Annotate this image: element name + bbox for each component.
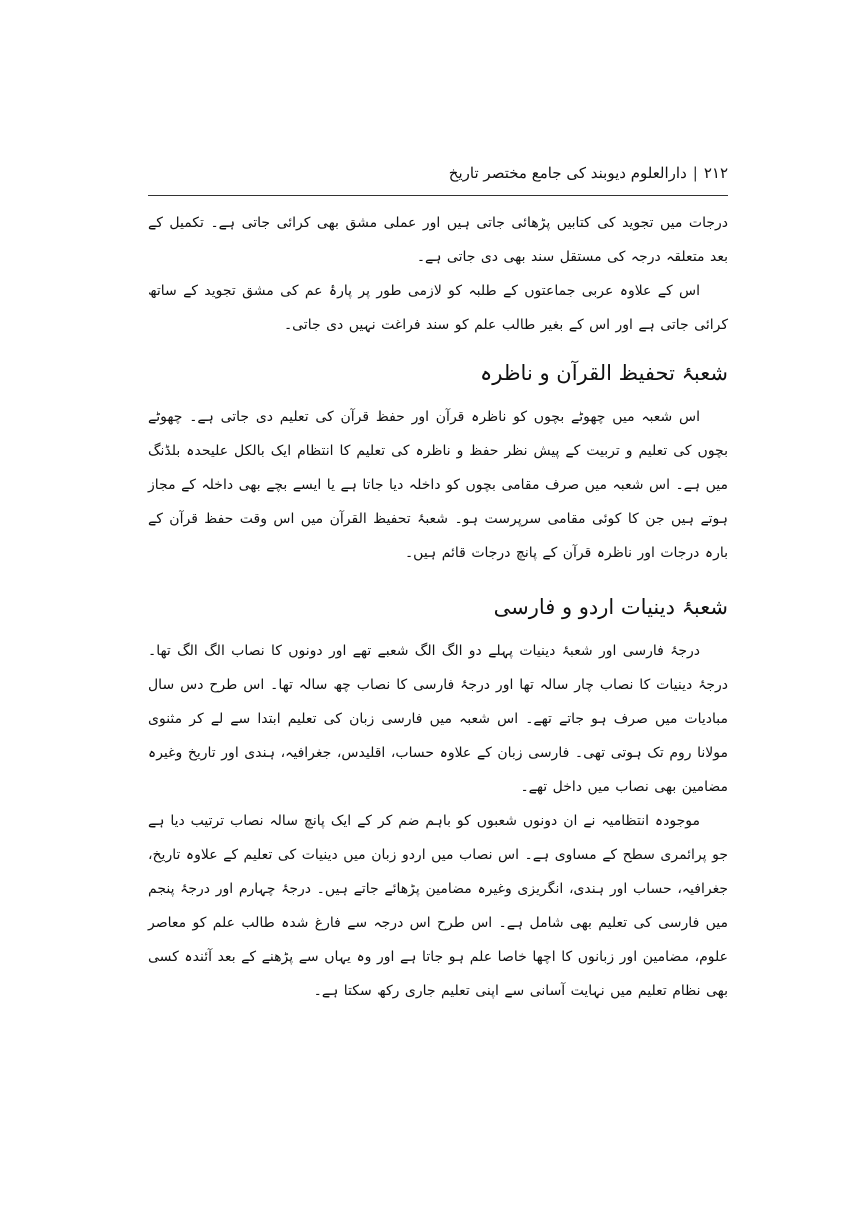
diniyat-paragraph-2: موجودہ انتظامیہ نے ان دونوں شعبوں کو باہم ضم کر کے ایک پانچ سالہ نصاب ترتیب دیا ہے جو پرائمری سطح کے مساوی ہے۔ اس نصاب میں اردو زبان میں دینیات کی تعلیم کے علاوہ تاریخ، جغرافیہ، حساب اور ہندی، انگریزی وغیرہ مضامین پڑھائے جاتے ہیں۔ درجۂ چہارم اور درجۂ پنجم میں فارسی کی تعلیم بھی شامل ہے۔ اس طرح اس درجہ سے فارغ شدہ طالب علم کو معاصر علوم، مضامین اور زبانوں کا اچھا خاصا علم ہو جاتا ہے اور وہ یہاں سے پڑھنے کے بعد آئندہ کسی بھی نظام تعلیم میں نہایت آسانی سے اپنی تعلیم جاری رکھ سکتا ہے۔ (148, 813, 728, 999)
book-title: دارالعلوم دیوبند کی جامع مختصر تاریخ (448, 164, 687, 182)
section-heading-diniyat: شعبۂ دینیات اردو و فارسی (493, 595, 728, 619)
diniyat-paragraph-1: درجۂ فارسی اور شعبۂ دینیات پہلے دو الگ الگ شعبے تھے اور دونوں کا نصاب الگ الگ تھا۔ درجۂ دینیات کا نصاب چار سالہ تھا اور درجۂ فارسی کا نصاب چھ سالہ تھا۔ اس طرح دس سال مبادیات میں صرف ہو جاتے تھے۔ اس شعبہ میں فارسی زبان کی تعلیم ابتدا سے لے کر مثنوی مولانا روم تک ہوتی تھی۔ فارسی زبان کے علاوہ حساب، اقلیدس، جغرافیہ، ہندی اور تاریخ وغیرہ مضامین بھی نصاب میں داخل تھے۔ (148, 643, 728, 795)
section-heading-hifz: شعبۂ تحفیظ القرآن و ناظرہ (479, 361, 728, 385)
hifz-paragraph-1: اس شعبہ میں چھوٹے بچوں کو ناظرہ قرآن اور حفظ قرآن کی تعلیم دی جاتی ہے۔ چھوٹے بچوں کی تعلیم و تربیت کے پیش نظر حفظ و ناظرہ کی تعلیم کا انتظام ایک بالکل علیحدہ بلڈنگ میں ہے۔ اس شعبہ میں صرف مقامی بچوں کو داخلہ دیا جاتا ہے یا ایسے بچے بھی داخلہ کے مجاز ہوتے ہیں جن کا کوئی مقامی سرپرست ہو۔ شعبۂ تحفیظ القرآن میں اس وقت حفظ قرآن کے بارہ درجات اور ناظرہ قرآن کے پانچ درجات قائم ہیں۔ (148, 409, 728, 561)
page-body (148, 206, 728, 1008)
header-rule (148, 195, 728, 196)
running-header (148, 158, 728, 188)
intro-paragraph-2: اس کے علاوہ عربی جماعتوں کے طلبہ کو لازمی طور پر پارۂ عم کی مشق تجوید کے ساتھ کرائی جاتی ہے اور اس کے بغیر طالب علم کو سند فراغت نہیں دی جاتی۔ (148, 283, 728, 333)
header-separator: | (692, 164, 698, 182)
intro-paragraph-1: درجات میں تجوید کی کتابیں پڑھائی جاتی ہیں اور عملی مشق بھی کرائی جاتی ہے۔ تکمیل کے بعد متعلقہ درجہ کی مستقل سند بھی دی جاتی ہے۔ (148, 215, 728, 265)
page-number: ۲۱۲ (703, 164, 728, 182)
